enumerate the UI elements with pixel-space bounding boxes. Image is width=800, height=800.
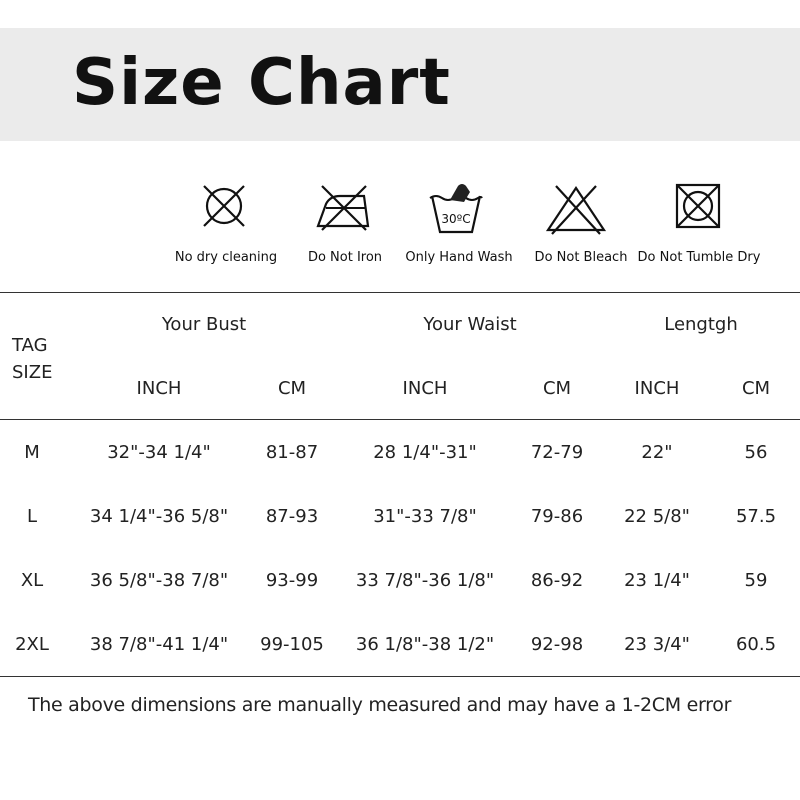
measurement-footnote: The above dimensions are manually measured and may have a 1-2CM error (28, 694, 732, 716)
table-cell-length-inch: 23 3/4" (624, 634, 690, 655)
page-title: Size Chart (72, 46, 451, 120)
table-bottom-rule (0, 676, 800, 677)
table-cell-bust-inch: 34 1/4"-36 5/8" (89, 506, 229, 527)
table-cell-waist-cm: 72-79 (530, 442, 584, 463)
unit-header-waist-cm: CM (542, 378, 572, 399)
no-tumble-dry-icon (674, 182, 722, 230)
table-cell-bust-cm: 87-93 (265, 506, 319, 527)
table-cell-length-cm: 57.5 (735, 506, 777, 527)
tag-size-line-2: SIZE (12, 362, 53, 383)
table-cell-waist-inch: 28 1/4"-31" (373, 442, 477, 463)
table-cell-waist-inch: 33 7/8"-36 1/8" (355, 570, 495, 591)
no-bleach-icon (544, 182, 608, 236)
care-label-no-iron: Do Not Iron (307, 250, 383, 265)
group-header-length: Lengtgh (664, 314, 738, 335)
table-cell-length-inch: 23 1/4" (624, 570, 690, 591)
header-bottom-rule (0, 419, 800, 420)
table-cell-bust-inch: 36 5/8"-38 7/8" (89, 570, 229, 591)
care-label-no-bleach: Do Not Bleach (534, 250, 628, 265)
unit-header-waist-inch: INCH (402, 378, 448, 399)
no-dry-clean-icon (200, 182, 248, 230)
table-cell-bust-cm: 93-99 (265, 570, 319, 591)
table-cell-waist-inch: 36 1/8"-38 1/2" (355, 634, 495, 655)
unit-header-length-cm: CM (741, 378, 771, 399)
table-cell-bust-cm: 99-105 (260, 634, 324, 655)
unit-header-bust-cm: CM (277, 378, 307, 399)
table-cell-size: 2XL (15, 634, 49, 655)
table-cell-waist-cm: 79-86 (530, 506, 584, 527)
group-header-waist: Your Waist (423, 314, 517, 335)
tag-size-header (12, 332, 52, 386)
tag-size-line-1: TAG (12, 335, 48, 356)
table-cell-length-inch: 22 5/8" (624, 506, 690, 527)
unit-header-bust-inch: INCH (136, 378, 182, 399)
table-cell-size: L (26, 506, 38, 527)
wash-temp: 30ºC (441, 212, 471, 226)
no-iron-icon (314, 182, 372, 232)
group-header-bust: Your Bust (161, 314, 247, 335)
table-cell-bust-inch: 38 7/8"-41 1/4" (89, 634, 229, 655)
table-cell-bust-inch: 32"-34 1/4" (107, 442, 211, 463)
table-cell-length-cm: 60.5 (735, 634, 777, 655)
table-cell-size: XL (20, 570, 44, 591)
table-cell-waist-cm: 92-98 (530, 634, 584, 655)
table-cell-length-inch: 22" (641, 442, 673, 463)
hand-wash-icon (428, 182, 484, 236)
table-cell-size: M (24, 442, 40, 463)
table-cell-length-cm: 59 (744, 570, 768, 591)
unit-header-length-inch: INCH (634, 378, 680, 399)
table-top-rule (0, 292, 800, 293)
care-label-no-tumble-dry: Do Not Tumble Dry (637, 250, 761, 265)
table-cell-waist-inch: 31"-33 7/8" (373, 506, 477, 527)
care-label-hand-wash: Only Hand Wash (405, 250, 513, 265)
table-cell-waist-cm: 86-92 (530, 570, 584, 591)
table-cell-bust-cm: 81-87 (265, 442, 319, 463)
table-cell-length-cm: 56 (744, 442, 768, 463)
care-label-no-dry-clean: No dry cleaning (174, 250, 278, 265)
